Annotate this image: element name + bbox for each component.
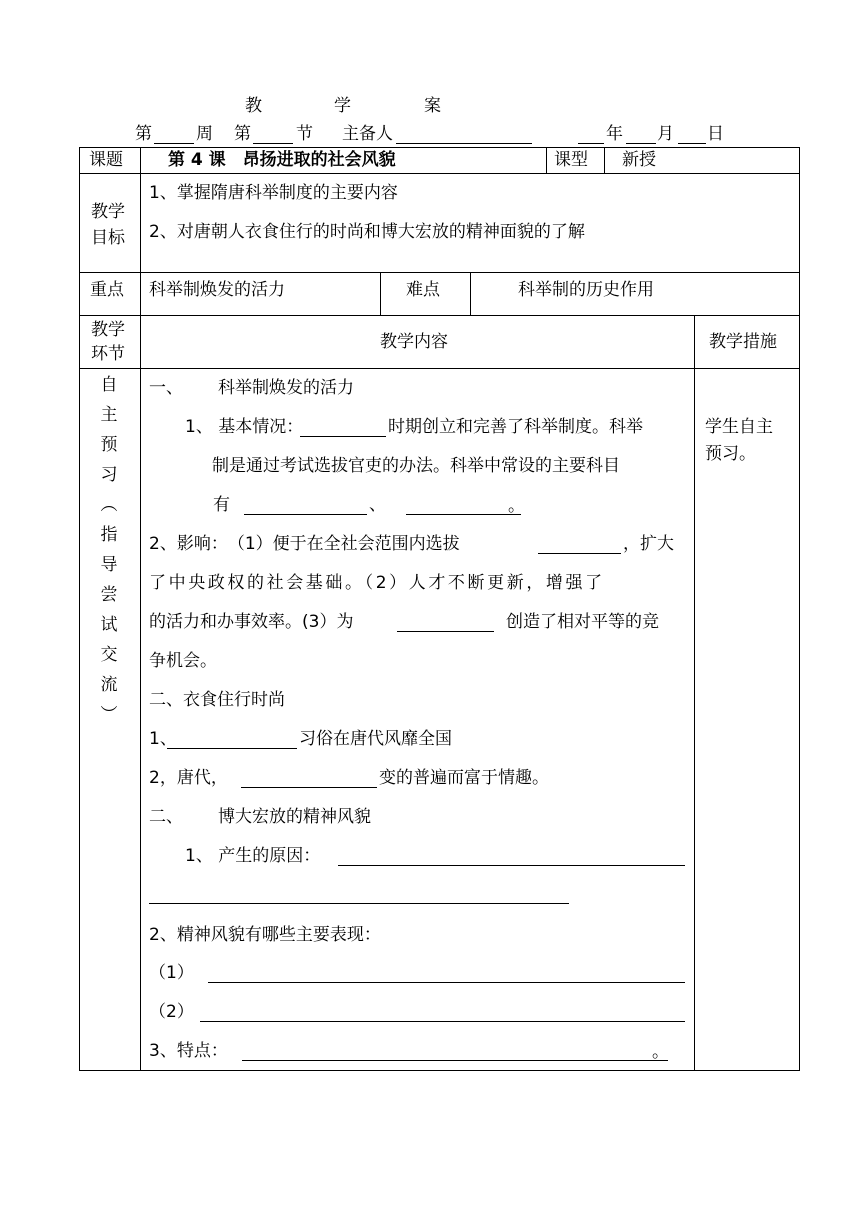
fill-blank[interactable] xyxy=(208,982,685,983)
week-prefix: 第 xyxy=(135,124,152,144)
section-3-number: 二、 xyxy=(149,807,183,827)
title-char: 教 xyxy=(245,96,262,116)
week-blank[interactable] xyxy=(154,143,194,144)
goal-label-1: 教学 xyxy=(91,202,125,222)
para-1-c: 制是通过考试选拔官吏的办法。科举中常设的主要科目 xyxy=(212,456,620,476)
fill-blank[interactable] xyxy=(538,553,621,554)
section-blank[interactable] xyxy=(253,143,293,144)
day-label: 日 xyxy=(707,124,724,144)
para-2-d: 的活力和办事效率。(3）为 xyxy=(149,612,354,632)
week-suffix: 周 xyxy=(196,124,213,144)
s3-3: 3、特点： xyxy=(149,1041,228,1061)
stage-label-2: 环节 xyxy=(91,344,125,364)
fill-blank[interactable] xyxy=(167,748,297,749)
fill-blank[interactable] xyxy=(200,1021,685,1022)
para-2-e: 创造了相对平等的竞 xyxy=(506,612,659,632)
para-2-b: ，扩大 xyxy=(623,534,674,554)
stage-char: ︶ xyxy=(100,705,118,725)
measures-header: 教学措施 xyxy=(709,332,777,352)
stage-char: 试 xyxy=(100,615,118,635)
stage-char: 流 xyxy=(100,675,118,695)
difficult-value: 科举制的历史作用 xyxy=(518,280,654,300)
stage-char: 预 xyxy=(100,435,118,455)
section-suffix: 节 xyxy=(296,124,313,144)
stage-char: 交 xyxy=(100,645,118,665)
fill-blank[interactable] xyxy=(406,514,521,515)
fill-blank[interactable] xyxy=(149,903,569,904)
s3-2-1: （1） xyxy=(149,963,194,983)
fill-blank[interactable] xyxy=(241,787,377,788)
s2-2-b: 变的普遍而富于情趣。 xyxy=(379,768,549,788)
fill-blank[interactable] xyxy=(300,436,386,437)
stage-char: 主 xyxy=(100,405,118,425)
s3-2: 2、精神风貌有哪些主要表现： xyxy=(149,925,381,945)
s2-2-a: 2，唐代， xyxy=(149,768,228,788)
day-blank[interactable] xyxy=(678,143,706,144)
stage-label-1: 教学 xyxy=(91,320,125,340)
fill-blank[interactable] xyxy=(397,631,494,632)
stage-char: 自 xyxy=(100,375,118,395)
title-char: 学 xyxy=(334,96,351,116)
topic-label: 课题 xyxy=(89,150,123,170)
type-label: 课型 xyxy=(554,150,588,170)
stage-vertical-text xyxy=(97,370,121,730)
stage-char: 习 xyxy=(100,465,118,485)
s3-3-end: 。 xyxy=(652,1042,669,1062)
goal-item: 2、对唐朝人衣食住行的时尚和博大宏放的精神面貌的了解 xyxy=(149,222,585,242)
preparer-label: 主备人 xyxy=(342,124,393,144)
measures-text: 学生自主 xyxy=(705,417,773,437)
fill-blank[interactable] xyxy=(244,514,367,515)
year-label: 年 xyxy=(606,124,623,144)
year-blank[interactable] xyxy=(578,143,604,144)
stage-char: 尝 xyxy=(100,585,118,605)
fill-blank[interactable] xyxy=(242,1060,668,1061)
para-1-sep: 、 xyxy=(369,495,386,515)
preparer-blank[interactable] xyxy=(396,143,532,144)
para-1-b: 时期创立和完善了科举制度。科举 xyxy=(388,417,643,437)
section-prefix: 第 xyxy=(234,124,251,144)
month-label: 月 xyxy=(657,124,674,144)
section-1-number: 一、 xyxy=(149,378,183,398)
key-label: 重点 xyxy=(90,280,124,300)
measures-text: 预习。 xyxy=(705,444,756,464)
s3-2-2: （2） xyxy=(149,1002,194,1022)
para-2-f: 争机会。 xyxy=(149,651,217,671)
key-value: 科举制焕发的活力 xyxy=(149,280,285,300)
stage-char: 导 xyxy=(100,555,118,575)
content-header: 教学内容 xyxy=(380,332,448,352)
para-2-c: 了中央政权的社会基础。（2）人才不断更新，增强了 xyxy=(149,573,605,593)
section-3-title: 博大宏放的精神风貌 xyxy=(218,807,371,827)
goal-label-2: 目标 xyxy=(91,228,125,248)
title-char: 案 xyxy=(424,96,441,116)
type-value: 新授 xyxy=(622,150,656,170)
section-2-title: 二、衣食住行时尚 xyxy=(149,690,285,710)
para-1-d: 有 xyxy=(213,495,230,515)
s2-1-a: 1、 xyxy=(149,729,177,749)
difficult-label: 难点 xyxy=(406,280,440,300)
fill-blank[interactable] xyxy=(338,865,685,866)
month-blank[interactable] xyxy=(626,143,656,144)
topic-value: 第 4 课 昂扬进取的社会风貌 xyxy=(168,150,396,170)
para-2-a: 2、影响： （1）便于在全社会范围内选拔 xyxy=(149,534,460,554)
s2-1-b: 习俗在唐代风靡全国 xyxy=(299,729,452,749)
s3-1: 1、 产生的原因： xyxy=(185,846,321,866)
stage-char: ︵ xyxy=(100,495,118,515)
section-1-title: 科举制焕发的活力 xyxy=(218,378,354,398)
goal-item: 1、掌握隋唐科举制度的主要内容 xyxy=(149,183,398,203)
stage-char: 指 xyxy=(100,525,118,545)
para-1-a: 1、 基本情况： xyxy=(185,417,304,437)
para-1-end: 。 xyxy=(508,496,525,516)
